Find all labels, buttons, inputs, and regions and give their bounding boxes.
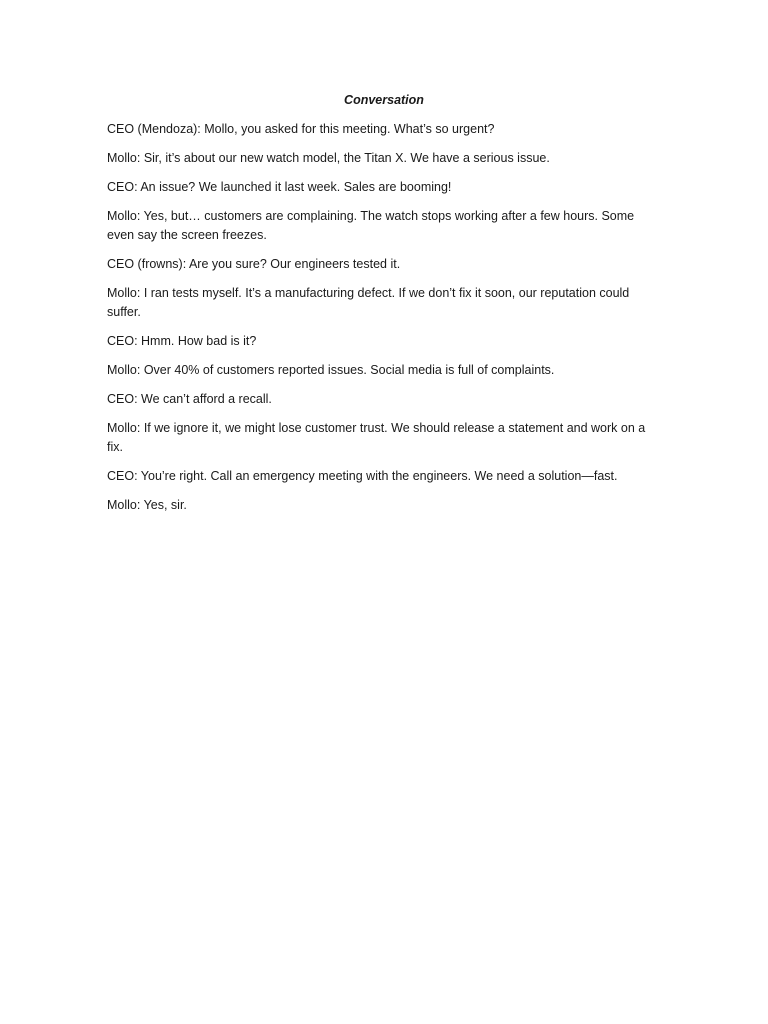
- dialogue-line: Mollo: Yes, but… customers are complaining. The watch stops working after a few hours. Some even say the screen freezes.: [107, 209, 635, 242]
- dialogue-line: CEO (frowns): Are you sure? Our engineers tested it.: [107, 257, 401, 271]
- dialogue-line: Mollo: Yes, sir.: [107, 498, 187, 512]
- dialogue-body: [107, 120, 663, 525]
- dialogue-line: CEO (Mendoza): Mollo, you asked for this meeting. What’s so urgent?: [107, 122, 495, 136]
- document-title: Conversation: [344, 93, 424, 107]
- dialogue-line: Mollo: Over 40% of customers reported issues. Social media is full of complaints.: [107, 363, 555, 377]
- dialogue-line: Mollo: If we ignore it, we might lose customer trust. We should release a statement and work on a fix.: [107, 421, 646, 454]
- dialogue-line: Mollo: I ran tests myself. It’s a manufacturing defect. If we don’t fix it soon, our reputation could suffer.: [107, 286, 630, 319]
- dialogue-line: Mollo: Sir, it’s about our new watch model, the Titan X. We have a serious issue.: [107, 151, 550, 165]
- dialogue-line: CEO: We can’t afford a recall.: [107, 392, 272, 406]
- dialogue-line: CEO: Hmm. How bad is it?: [107, 334, 257, 348]
- dialogue-line: CEO: You’re right. Call an emergency meeting with the engineers. We need a solution—fast.: [107, 469, 618, 483]
- dialogue-line: CEO: An issue? We launched it last week. Sales are booming!: [107, 180, 452, 194]
